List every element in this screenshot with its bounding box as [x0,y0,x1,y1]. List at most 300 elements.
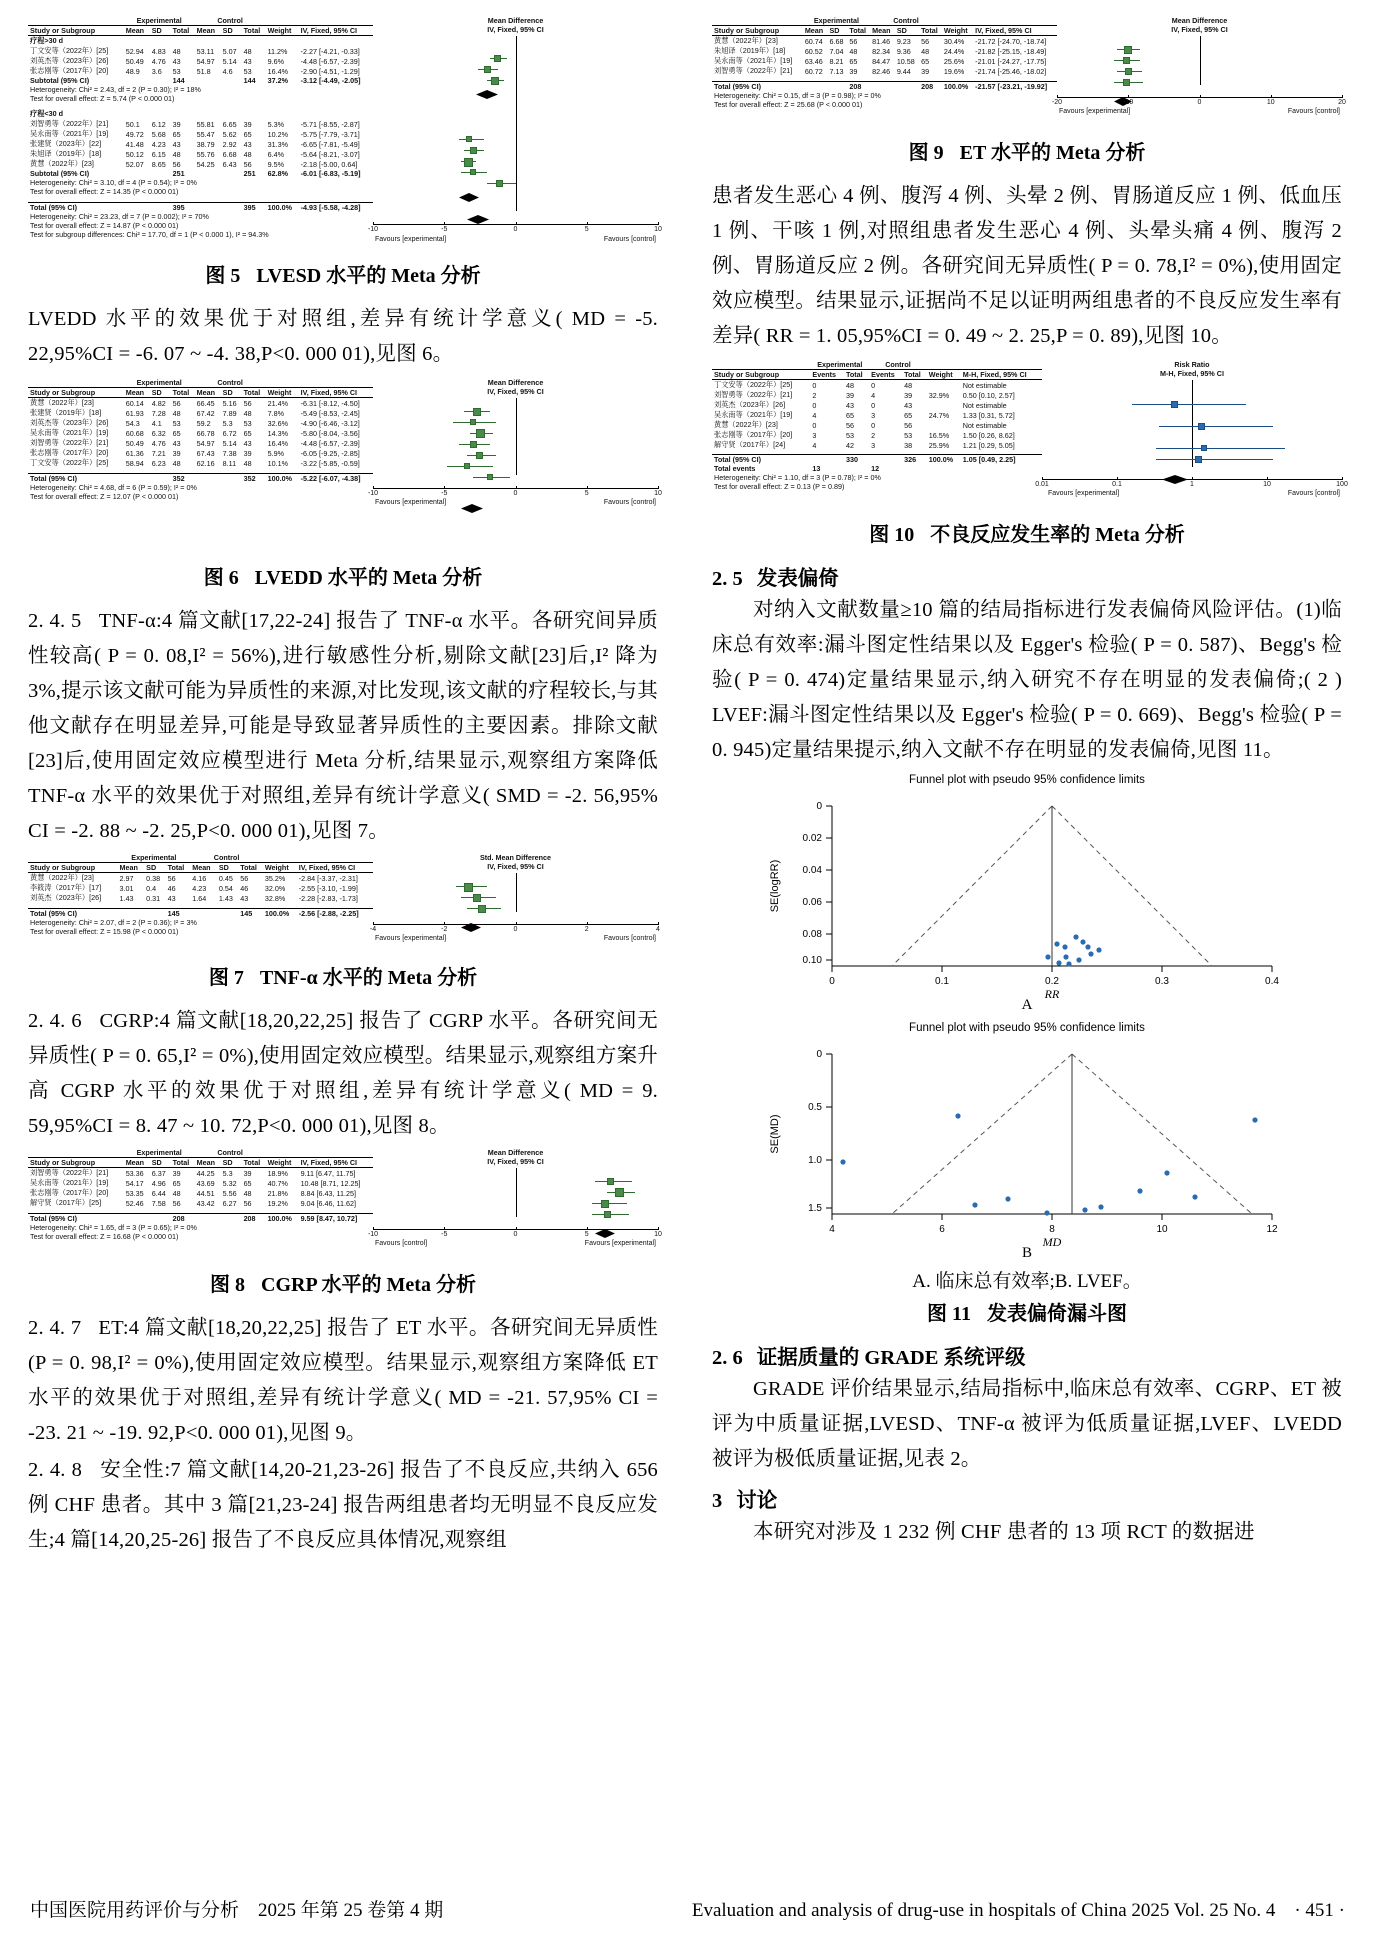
cell: 19.2% [267,1198,288,1208]
col-mean-c: Mean [872,26,891,35]
cell: 6.12 [151,119,166,129]
cell: 48 [846,380,854,390]
cell: 8.11 [222,458,237,468]
cell: -6.65 [-7.81, -5.49] [300,139,360,149]
cell: 1.43 [218,893,233,903]
cell: 16.4% [267,438,288,448]
cell: 60.52 [804,46,823,56]
cell: 24.4% [943,46,965,56]
study-name: 刘英杰等（2023年）[26] [30,56,109,65]
cell: 39 [243,1168,252,1178]
cell: 352 [172,474,185,483]
cell: 10.1% [267,458,288,468]
cell: 39 [921,66,930,76]
cell: 39 [243,119,252,129]
heterogeneity: Heterogeneity: Chi² = 0.15, df = 3 (P = 0.98); I² = 0% [714,91,881,100]
favours-right: Favours [control] [1287,490,1340,497]
study-name: 刘英杰（2023年）[26] [30,893,102,902]
col-total-e: Total [849,26,866,35]
cell: 42 [846,440,854,450]
plot-area [369,853,660,942]
cell: 53 [846,430,854,440]
funnel-plot-panel-b [712,1022,1342,1262]
axis-tick: 5 [584,226,589,233]
cell: 52.46 [125,1198,144,1208]
cell: 0.54 [218,883,233,893]
axis-tick: -10 [367,490,379,497]
cell: 0 [812,380,817,390]
forest-plot-figure10 [712,360,1348,510]
figure10-caption [712,518,1342,547]
cell: 9.11 [6.47, 11.75] [300,1168,356,1178]
svg-text:8: 8 [1049,1224,1055,1235]
cell: -2.28 [-2.83, -1.73] [298,893,358,903]
col-weight: Weight [267,26,292,35]
cell: -3.22 [-5.85, -0.59] [300,458,360,468]
plot-subheader: IV, Fixed, 95% CI [487,862,544,871]
svg-text:0.1: 0.1 [935,976,949,987]
study-name: 吴永南等（2021年）[19] [714,410,793,419]
cell: 0 [871,400,876,410]
axis-tick: -5 [441,1231,448,1238]
cell: 4.1 [151,418,162,428]
study-name: 刘英杰（2023年）[26] [714,400,786,409]
cell: -5.71 [-8.55, -2.87] [300,119,360,129]
cell: -2.18 [-5.00, 0.64] [300,159,358,169]
col-sd-e: SD [151,388,162,397]
cell: 0 [871,380,876,390]
group-header-experimental: Experimental [136,16,182,25]
cell: 3.6 [151,66,162,76]
section-number: 2. 6 [712,1347,743,1369]
cell: 5.07 [222,46,237,56]
col-mean-c: Mean [192,863,211,872]
cell: 56 [243,398,252,408]
study-name: 吴永南等（2021年）[19] [30,1178,109,1187]
cell: 5.68 [151,129,166,139]
svg-text:0.5: 0.5 [808,1102,822,1113]
cell: 65 [243,428,252,438]
cell: 46 [240,883,249,893]
axis-tick: 10 [654,490,662,497]
cell: 395 [243,203,256,212]
study-name: 张志刚等（2017年）[20] [30,448,109,457]
study-name: 刘智勇等（2022年）[21] [30,119,109,128]
study-name: 朱旭译（2019年）[18] [714,46,786,55]
cell: 1.50 [0.26, 8.62] [962,430,1015,440]
subgroup-label: 疗程>30 d [30,36,63,45]
cell: 38.79 [196,139,215,149]
study-name: 黄慧（2022年）[23] [714,36,778,45]
figure8-caption [28,1268,658,1297]
section-number: 2. 4. 6 [28,1010,82,1032]
figure-number: 图 9 [908,142,944,164]
svg-text:0.06: 0.06 [802,897,822,908]
cell: 330 [846,455,858,464]
section-3-heading [712,1483,1342,1513]
cell: 48 [243,458,252,468]
figure-title: ET 水平的 Meta 分析 [959,142,1146,164]
total-label: Total (95% CI) [30,909,77,918]
cell: 55.47 [196,129,215,139]
cell: 24.7% [928,410,950,420]
cell: 144 [172,76,185,85]
cell: 4.76 [151,438,166,448]
cell: 44.25 [196,1168,215,1178]
cell: 6.37 [151,1168,166,1178]
cell: -21.74 [-25.46, -18.02] [975,66,1047,76]
col-sd-e: SD [151,26,162,35]
axis-tick: 0 [513,926,518,933]
cell: 48 [921,46,930,56]
section-2-5-text: 对纳入文献数量≥10 篇的结局指标进行发表偏倚风险评估。(1)临床总有效率:漏斗图定性结果以及 Egger's 检验( P = 0. 587)、Begg's 检验( P = 0. 474)定量结果显示,纳入研究不存在明显的发表偏倚;( 2 ) LVEF:漏斗图定性结果以及 Egger's 检验( P = 0. 669)、Begg's 检验( P = 0. 945)定量结果提示,纳入文献不存在明显的发表偏倚,见图 11。 [712,599,1342,761]
cell: -21.01 [-24.27, -17.75] [975,56,1047,66]
cell: 53 [243,66,252,76]
cell: 48 [172,408,181,418]
cell: 38 [904,440,913,450]
cell: -6.31 [-8.12, -4.50] [300,398,360,408]
study-name: 吴永南等（2021年）[19] [714,56,793,65]
cell: 9.44 [896,66,911,76]
section-2-4-5 [28,604,658,849]
overall-effect: Test for overall effect: Z = 0.13 (P = 0.89) [714,482,845,491]
col-total-c: Total [904,370,921,379]
forest-plot-figure5 [28,16,662,251]
cell: 3 [871,440,876,450]
col-total-c: Total [243,26,261,35]
cell: 43 [904,400,913,410]
cell: 9.5% [267,159,284,169]
cell: 5.32 [222,1178,237,1188]
axis-tick: -2 [441,926,448,933]
study-name: 黄慧（2022年）[23] [30,398,94,407]
forest-plot-figure7 [28,853,658,953]
favours-left: Favours [experimental] [375,236,447,243]
cell: 62.16 [196,458,215,468]
svg-text:0.3: 0.3 [1155,976,1169,987]
cell: 9.36 [896,46,911,56]
cell: 54.3 [125,418,140,428]
cell: 6.43 [222,159,237,169]
cell: 65 [849,56,858,66]
cell: -4.48 [-6.57, -2.39] [300,56,360,66]
study-name: 刘智勇等（2022年）[21] [714,66,793,75]
funnel-a-ylabel: SE(logRR) [769,859,781,913]
cell: 50.49 [125,56,144,66]
group-header-control: Control [217,378,243,387]
figure11-note: A. 临床总有效率;B. LVEF。 [912,1271,1142,1292]
section-2-4-8 [28,1453,658,1558]
cell: 30.4% [943,36,965,46]
svg-text:6: 6 [939,1224,945,1235]
cell: 54.97 [196,56,215,66]
cell [927,380,961,391]
cell: 100.0% [943,82,969,91]
plot-subheader: IV, Fixed, 95% CI [1171,25,1228,34]
cell: 54.25 [196,159,215,169]
funnel-a-label: A [1021,997,1033,1013]
col-sd-c: SD [222,388,233,397]
cell: 65 [243,1178,252,1188]
cell: 100.0% [264,909,290,918]
cell: 5.62 [222,129,237,139]
study-name: 解守贤（2017年）[25] [30,1198,102,1207]
heterogeneity: Heterogeneity: Chi² = 2.07, df = 2 (P = 0.36); I² = 3% [30,918,197,927]
forest-plot-figure6 [28,378,662,553]
col-study: Study or Subgroup [30,388,96,397]
col-weight: Weight [928,370,953,379]
cell: 43 [243,139,252,149]
col-study: Study or Subgroup [30,863,96,872]
cell: 9.23 [896,36,911,46]
figure-title: LVEDD 水平的 Meta 分析 [254,567,483,589]
cell: -21.72 [-24.70, -18.74] [975,36,1047,46]
heterogeneity: Heterogeneity: Chi² = 1.10, df = 3 (P = 0.78); I² = 0% [714,473,881,482]
cell: 19.6% [943,66,965,76]
cell: 56 [167,873,176,883]
study-name: 朱旭译（2019年）[18] [30,149,102,158]
cell: 11.2% [267,46,288,56]
cell: 9.6% [267,56,284,66]
col-sd-e: SD [146,863,157,872]
cell: 55.81 [196,119,215,129]
cell: 4.6 [222,66,233,76]
cell [927,420,961,430]
plot-subheader: M-H, Fixed, 95% CI [1160,369,1224,378]
cell: 58.94 [125,458,144,468]
favours-right: Favours [experimental] [584,1240,656,1247]
cell: 50.12 [125,149,144,159]
cell: 208 [849,82,862,91]
cell: 6.68 [829,36,844,46]
col-total-e: Total [172,1158,190,1167]
cell: -5.49 [-8.53, -2.45] [300,408,360,418]
favours-left: Favours [experimental] [1048,490,1120,497]
section-number: 2. 5 [712,568,743,590]
cell: 5.14 [222,438,237,448]
cell: 0.45 [218,873,233,883]
cell: 3.01 [119,883,134,893]
plot-area [367,1148,662,1247]
cell: 145 [167,909,180,918]
cell: 48 [243,46,252,56]
cell: 53 [243,418,252,428]
total-label: Total (95% CI) [714,82,761,91]
plot-header: Mean Difference [487,1148,544,1157]
cell: 7.38 [222,448,237,458]
figure-number: 图 7 [208,967,244,989]
cell: 6.68 [222,149,237,159]
cell: 59.2 [196,418,211,428]
axis-tick: -10 [367,1231,379,1238]
cell: -2.55 [-3.10, -1.99] [298,883,358,893]
col-sd-c: SD [222,26,233,35]
funnel-a-svg [712,788,1342,1003]
figure11-caption [712,1297,1342,1326]
forest-plot-figure8 [28,1148,662,1260]
svg-text:1.5: 1.5 [808,1203,822,1214]
figure-title: CGRP 水平的 Meta 分析 [261,1274,476,1296]
study-name: 张志刚等（2017年）[20] [30,1188,109,1197]
section-text: TNF-α:4 篇文献[17,22-24] 报告了 TNF-α 水平。各研究间异质性较高( P = 0. 08,I² = 56%),进行敏感性分析,剔除文献[23]后,I² 降为 3%,提示该文献可能为异质性的来源,对比发现,该文献的疗程较长,与其他文献存在明显差异,可能是导致显著异质性的主要因素。排除文献[23]后,使用固定效应模型进行 Meta 分析,结果显示,观察组方案降低 TNF-α 水平的效果优于对照组,差异有统计学意义( SMD = -2. 56,95% CI = -2. 88 ~ -2. 25,P<0. 000 01),见图 7。 [28,610,658,842]
cell: 7.04 [829,46,844,56]
cell: 48 [243,149,252,159]
overall-effect: Test for overall effect: Z = 12.07 (P < 0.000 01) [30,492,179,501]
cell: 52.07 [125,159,144,169]
cell: 37.2% [267,76,288,85]
cell: -21.57 [-23.21, -19.92] [975,82,1048,91]
plot-header: Mean Difference [487,378,544,387]
cell: 32.9% [928,390,950,400]
cell: 43 [240,893,249,903]
total-label: Total (95% CI) [714,455,761,464]
section-text: 安全性:7 篇文献[14,20-21,23-26] 报告了不良反应,共纳入 656 例 CHF 患者。其中 3 篇[21,23-24] 报告两组患者均无明显不良反应发生;4 篇[14,20,25-26] 报告了不良反应具体情况,观察组 [28,1459,658,1551]
col-ci: IV, Fixed, 95% CI [975,26,1032,35]
funnel-b-label: B [1021,1245,1032,1261]
cell: 0 [812,400,817,410]
cell: 63.46 [804,56,823,66]
cell: 6.4% [267,149,284,159]
cell: 48 [172,458,181,468]
cell: 25.9% [928,440,950,450]
cell: 6.65 [222,119,237,129]
cell: 18.9% [267,1168,288,1178]
section-number: 2. 4. 7 [28,1317,82,1339]
favours-left: Favours [experimental] [1059,108,1131,115]
cell: 6.32 [151,428,166,438]
cell: 67.42 [196,408,215,418]
group-header-control: Control [885,360,911,369]
axis-tick: -10 [1123,99,1134,106]
cell: 43.69 [196,1178,215,1188]
svg-text:0: 0 [816,801,822,812]
section-2-6-heading [712,1340,1342,1370]
heterogeneity: Heterogeneity: Chi² = 3.10, df = 4 (P = 0.54); I² = 0% [30,178,197,187]
cell: 32.8% [264,893,286,903]
section-3-text: 本研究对涉及 1 232 例 CHF 患者的 13 项 RCT 的数据进 [753,1521,1255,1543]
cell: 1.64 [192,893,207,903]
col-total-c: Total [243,1158,261,1167]
col-total-c: Total [240,863,257,872]
cell: 9.59 [8.47, 10.72] [300,1214,358,1223]
cell: 14.3% [267,428,288,438]
axis-tick: 0 [513,226,518,233]
cell: 13 [812,464,821,473]
total-label: Total (95% CI) [30,474,77,483]
study-name: 黄慧（2022年）[23] [30,873,94,882]
cell: 48 [172,1188,181,1198]
group-header-experimental: Experimental [136,378,182,387]
cell: 48 [904,380,913,390]
plot-subheader: IV, Fixed, 95% CI [487,25,544,34]
figure-number: 图 6 [203,567,239,589]
cell: 4.16 [192,873,207,883]
favours-left: Favours [control] [375,1240,428,1247]
svg-text:0.02: 0.02 [802,833,822,844]
cell: 65 [172,1178,181,1188]
favours-right: Favours [control] [603,935,656,942]
axis-tick: 10 [1266,99,1275,106]
cell: 7.21 [151,448,166,458]
cell: 61.36 [125,448,144,458]
cell: 10.58 [896,56,915,66]
cell: 12 [871,464,880,473]
cell: 5.3 [222,418,233,428]
cell: 43 [172,438,181,448]
cell: 50.49 [125,438,144,448]
axis-tick: 0 [513,1231,518,1238]
cell: 66.45 [196,398,215,408]
cell: 208 [243,1214,256,1223]
favours-right: Favours [control] [603,236,656,243]
cell: 6.15 [151,149,166,159]
cell: 4 [812,440,817,450]
cell: 39 [172,448,181,458]
axis-tick: 0 [1197,99,1202,106]
cell: 48 [243,408,252,418]
cell: 53.11 [196,46,215,56]
funnel-b-svg [712,1036,1342,1251]
col-mean-e: Mean [119,863,138,872]
cell: 48 [243,1188,252,1198]
cell: 40.7% [267,1178,288,1188]
figure-number: 图 5 [205,265,241,287]
cell: 56 [243,159,252,169]
cell: -2.90 [-4.51, -1.29] [300,66,360,76]
axis-tick: 20 [1338,99,1346,106]
figure-number: 图 10 [869,524,915,546]
figure-number: 图 11 [927,1303,971,1325]
cell: -6.05 [-9.25, -2.85] [300,448,360,458]
cell: 53.35 [125,1188,144,1198]
cell: 2.97 [119,873,134,883]
cell: 208 [172,1214,185,1223]
cell: 65 [846,410,854,420]
section-number: 2. 4. 5 [28,610,82,632]
col-ci: M-H, Fixed, 95% CI [962,370,1027,379]
plot-subheader: IV, Fixed, 95% CI [487,1157,544,1166]
cell: 2.92 [222,139,237,149]
col-weight: Weight [264,863,289,872]
svg-text:0.08: 0.08 [802,929,822,940]
plot-header: Risk Ratio [1174,360,1210,369]
svg-text:12: 12 [1266,1224,1278,1235]
study-name: 吴永南等（2021年）[19] [30,129,109,138]
study-name: 丁文安等（2022年）[25] [30,458,109,467]
study-name: 丁文安等（2022年）[25] [714,380,793,389]
col-sd-c: SD [222,1158,233,1167]
plot-subheader: IV, Fixed, 95% CI [487,387,544,396]
axis-tick: -4 [369,926,377,933]
axis-tick: 1 [1190,481,1194,488]
cell: 1.33 [0.31, 5.72] [962,410,1015,420]
funnel-a-title: Funnel plot with pseudo 95% confidence limits [909,774,1145,786]
cell: 56 [921,36,930,46]
funnel-b-ylabel: SE(MD) [769,1114,781,1154]
overall-effect: Test for overall effect: Z = 5.74 (P < 0.000 01) [30,94,175,103]
favours-left: Favours [experimental] [375,499,447,506]
paragraph-adverse-events: 患者发生恶心 4 例、腹泻 4 例、头晕 2 例、胃肠道反应 1 例、低血压 1 例、干咳 1 例,对照组患者发生恶心 4 例、头晕头痛 4 例、腹泻 2 例、胃肠道反应 2 例。各研究间无异质性( P = 0. 78,I² = 0%),使用固定效应模型。结果显示,证据尚不足以证明两组患者的不良反应发生率有差异( RR = 1. 05,95%CI = 0. 49 ~ 2. 25,P = 0. 89),见图 10。 [712,185,1342,347]
heterogeneity: Heterogeneity: Chi² = 4.68, df = 6 (P = 0.59); I² = 0% [30,483,197,492]
subtotal-label: Subtotal (95% CI) [30,76,90,85]
study-name: 黄慧（2022年）[23] [30,159,94,168]
cell: 54.17 [125,1178,144,1188]
group-header-experimental: Experimental [131,853,177,862]
group-header-control: Control [217,1148,243,1157]
study-name: 解守贤（2017年）[24] [714,440,786,449]
col-sd-c: SD [896,26,907,35]
axis-tick: -10 [367,226,379,233]
